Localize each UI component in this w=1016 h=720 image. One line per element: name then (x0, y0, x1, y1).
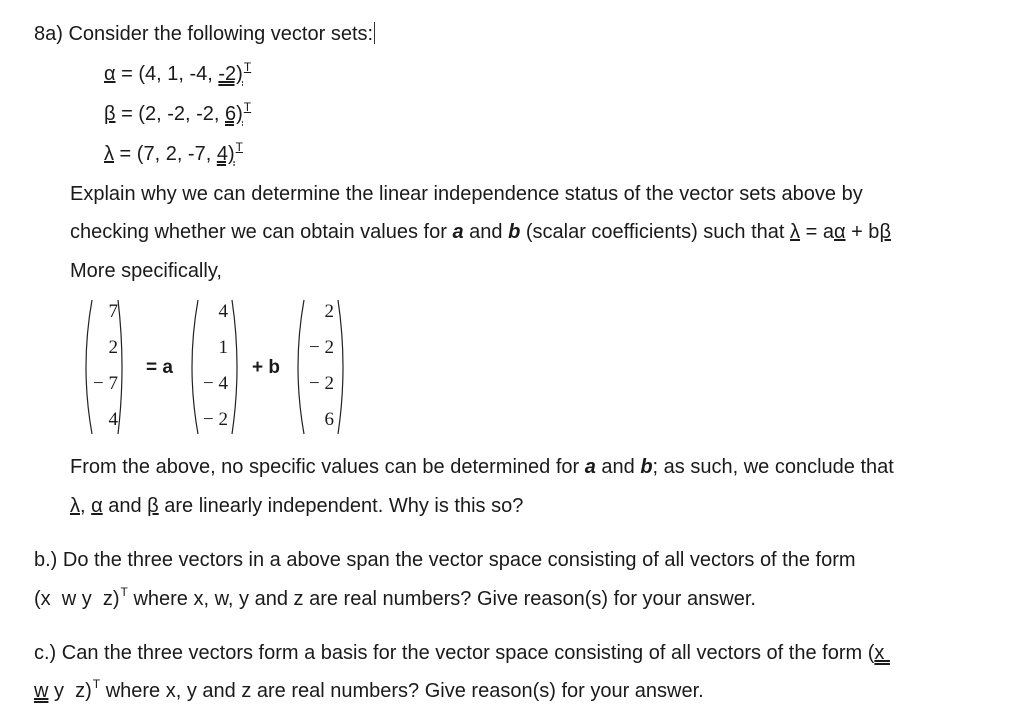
equals-a: = a (146, 357, 173, 378)
explain-line-1: Explain why we can determine the linear independence status of the vector sets above by (70, 183, 863, 205)
conclusion-line-1: From the above, no specific values can be determined for a and b; as such, we conclude that (70, 456, 894, 478)
matrix-cell: 2 (108, 337, 118, 358)
matrix-cell: 4 (218, 301, 228, 322)
conclusion-line-2: λ, α and β are linearly independent. Why is this so? (70, 495, 524, 517)
matrix-cell: 1 (218, 337, 228, 358)
question-b-line-2: (x w y z)$^T$ where x, w, y and z are real numbers? Give reason(s) for your answer. (34, 585, 756, 610)
vector-lambda: λ = (7, 2, -7, 4)$^T$ (104, 140, 243, 165)
matrix-lambda (78, 298, 126, 436)
vector-beta: β = (2, -2, -2, 6)$^T$ (104, 100, 252, 125)
matrix-cell: 4 (108, 409, 118, 430)
text-cursor (374, 22, 375, 44)
question-8a-heading: 8a) Consider the following vector sets: (34, 23, 374, 45)
matrix-cell: 6 (324, 409, 334, 430)
more-specifically: More specifically, (70, 260, 222, 282)
matrix-cell: − 2 (309, 373, 334, 394)
vector-alpha: α = (4, 1, -4, -2)$^T$ (104, 60, 252, 85)
question-c-line-1: c.) Can the three vectors form a basis for the vector space consisting of all vectors of the form (x (34, 642, 890, 664)
question-c-line-2: w y z)$^T$ where x, y and z are real numbers? Give reason(s) for your answer. (34, 677, 704, 702)
plus-b: + b (252, 357, 280, 378)
matrix-cell: 2 (324, 301, 334, 322)
matrix-cell: − 4 (203, 373, 228, 394)
matrix-cell: 7 (108, 301, 118, 322)
matrix-alpha (186, 298, 242, 436)
question-b-line-1: b.) Do the three vectors in a above span the vector space consisting of all vectors of the form (34, 549, 856, 571)
matrix-cell: − 7 (93, 373, 118, 394)
matrix-cell: − 2 (203, 409, 228, 430)
matrix-beta (292, 298, 348, 436)
matrix-cell: − 2 (309, 337, 334, 358)
explain-line-2: checking whether we can obtain values for a and b (scalar coefficients) such that λ = aα + bβ (70, 221, 891, 243)
